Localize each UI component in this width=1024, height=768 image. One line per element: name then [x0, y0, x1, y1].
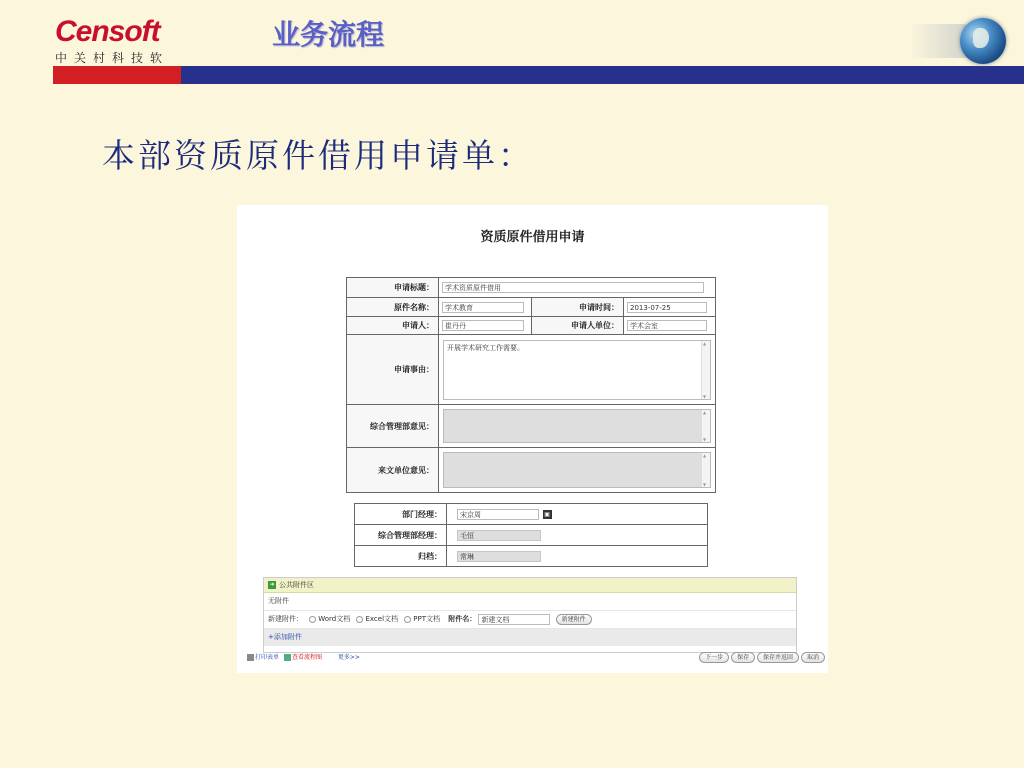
new-attachment-button[interactable]: 新建附件	[556, 614, 592, 625]
logo-subtitle: 中关村科技软	[55, 51, 170, 65]
apply-time-label: 申请时间：	[532, 298, 624, 317]
attachment-panel	[263, 577, 797, 653]
new-attachment-row	[264, 611, 796, 629]
cancel-button[interactable]: 取消	[801, 652, 825, 663]
form-screenshot	[237, 205, 828, 673]
form-title: 资质原件借用申请	[480, 230, 585, 245]
new-attachment-label: 新建附件：	[268, 615, 303, 623]
attachment-name-label: 附件名：	[448, 615, 477, 623]
reason-label: 申请事由：	[347, 335, 439, 405]
attachment-header	[264, 578, 796, 593]
user-select-icon[interactable]: ▣	[544, 510, 550, 518]
add-attachment-row	[264, 629, 796, 646]
form-footer	[247, 652, 827, 666]
applicant-unit-label: 申请人单位：	[532, 317, 624, 335]
mgmt-opinion-label: 综合管理部意见：	[347, 405, 439, 448]
mgmt-manager-label: 综合管理部经理：	[355, 525, 447, 546]
application-table	[346, 277, 716, 493]
apply-title-input[interactable]: 学术资质原件借用	[442, 282, 704, 293]
ppt-radio[interactable]	[404, 616, 411, 623]
printer-icon	[247, 654, 254, 661]
unit-opinion-label: 来文单位意见：	[347, 448, 439, 493]
applicant-input[interactable]: 崔丹丹	[442, 320, 524, 331]
dept-manager-input[interactable]: 宋京周	[457, 509, 539, 520]
archive-label: 归档：	[355, 546, 447, 567]
slide-title: 业务流程	[272, 18, 385, 51]
no-attachment-text: 无附件	[268, 597, 289, 605]
globe-icon	[910, 14, 1010, 66]
scrollbar	[701, 453, 710, 487]
logo-text: Censoft	[55, 15, 160, 48]
next-step-button[interactable]: 下一步	[699, 652, 729, 663]
more-link[interactable]: 更多>>	[337, 654, 360, 661]
excel-radio-label: Excel文档	[365, 615, 399, 623]
attachment-empty-row	[264, 593, 796, 611]
applicant-unit-input[interactable]: 学术会室	[627, 320, 707, 331]
apply-time-input[interactable]: 2013-07-25	[627, 302, 707, 313]
mgmt-opinion-textarea	[443, 409, 711, 443]
approval-table	[354, 503, 708, 567]
attachment-header-label: 公共附件区	[279, 581, 314, 589]
save-return-button[interactable]: 保存并返回	[757, 652, 799, 663]
scrollbar	[701, 410, 710, 442]
arrow-right-icon: ➜	[269, 581, 275, 588]
unit-opinion-textarea	[443, 452, 711, 488]
flowchart-icon	[284, 654, 291, 661]
excel-radio[interactable]	[356, 616, 363, 623]
word-radio[interactable]	[309, 616, 316, 623]
header-band-red	[53, 66, 181, 84]
item-name-input[interactable]: 学术教育	[442, 302, 524, 313]
reason-text: 开展学术研究工作需要。	[447, 343, 524, 352]
view-flowchart-link[interactable]: 查看流程图	[291, 654, 322, 661]
word-radio-label: Word文档	[318, 615, 351, 623]
dept-manager-label: 部门经理：	[355, 504, 447, 525]
page-heading: 本部资质原件借用申请单：	[102, 136, 534, 175]
save-button[interactable]: 保存	[731, 652, 755, 663]
header-band-blue	[181, 66, 1024, 84]
apply-title-label: 申请标题：	[347, 278, 439, 298]
applicant-label: 申请人：	[347, 317, 439, 335]
scrollbar[interactable]	[701, 341, 710, 399]
attachment-name-input[interactable]: 新建文档	[478, 614, 550, 625]
ppt-radio-label: PPT文档	[413, 615, 440, 623]
archive-input: 常琳	[457, 551, 541, 562]
print-form-link[interactable]: 打印表单	[255, 654, 280, 661]
mgmt-manager-input: 毛恒	[457, 530, 541, 541]
reason-textarea[interactable]	[443, 340, 711, 400]
add-attachment-link[interactable]: +添加附件	[268, 633, 302, 641]
item-name-label: 原件名称：	[347, 298, 439, 317]
